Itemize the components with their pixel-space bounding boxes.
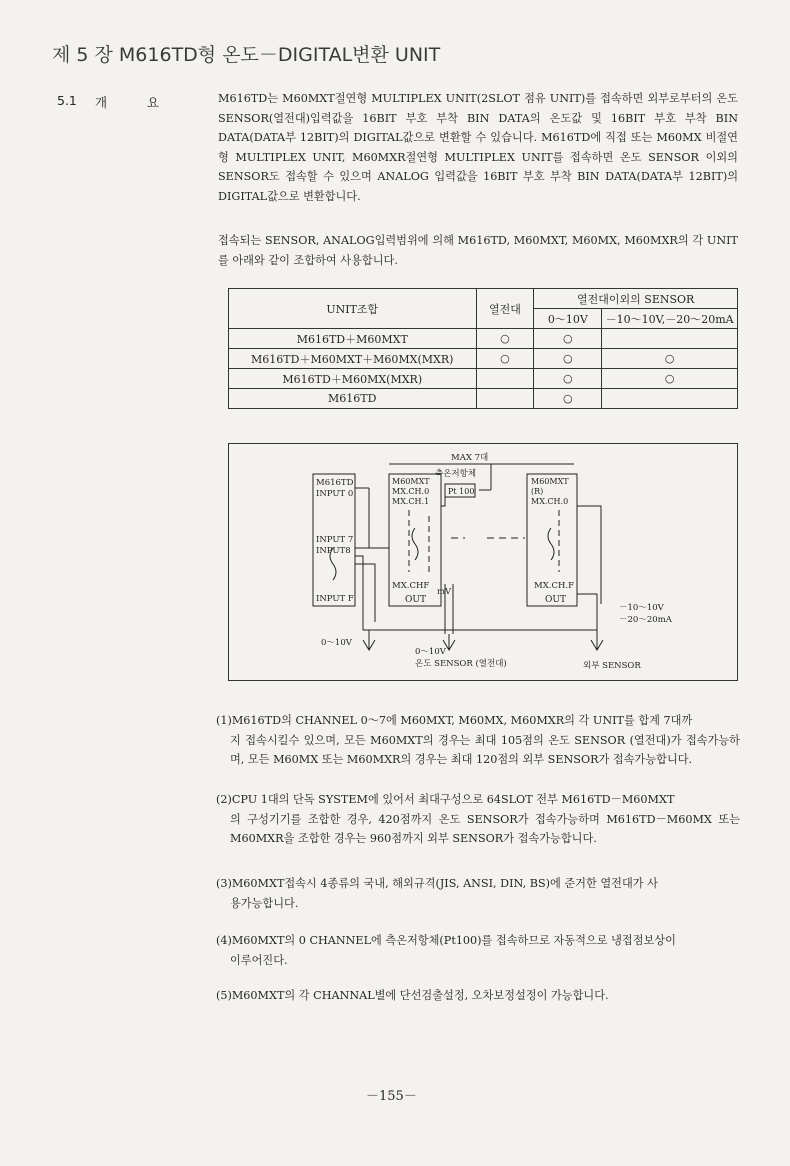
row-combo-name: M616TD＋M60MX(MXR): [229, 369, 477, 389]
row-0-10v-mark: ○: [534, 369, 602, 389]
mxr-ch0-label: MX.CH.0: [531, 497, 569, 506]
mxr-name-label: M60MXT: [531, 477, 569, 486]
input7-label: INPUT 7: [316, 535, 354, 545]
m616td-label: M616TD: [316, 478, 354, 488]
range-right-label-1: －10～10V: [619, 603, 664, 613]
note-5: (5)M60MXT의 각 CHANNAL별에 단선검출설정, 오차보정설정이 가능합니다.: [216, 989, 609, 1002]
row-neg-mark: ○: [602, 369, 738, 389]
row-0-10v-mark: ○: [534, 389, 602, 409]
table-row: [229, 369, 738, 389]
mxr-chf-label: MX.CH.F: [534, 581, 574, 591]
row-thermo-mark: ○: [476, 329, 534, 349]
mxt-chf-label: MX.CHF: [392, 581, 430, 591]
row-neg-mark: [602, 389, 738, 409]
subheader-neg-range: －10～10V,－20～20mA: [602, 309, 738, 329]
table-row: [229, 389, 738, 409]
note-4: (4)M60MXT의 0 CHANNEL에 측온저항체(Pt100)를 접속하므로 자동적으로 냉접점보상이 이루어진다.: [216, 934, 676, 967]
mxt-name-label: M60MXT: [392, 477, 430, 486]
note-3: (3)M60MXT접속시 4종류의 국내, 해외규격(JIS, ANSI, DIN, BS)에 준거한 열전대가 사 용가능합니다.: [216, 877, 658, 910]
table-row: [229, 349, 738, 369]
input0-label: INPUT 0: [316, 489, 354, 499]
mxt-ch0-label: MX.CH.0: [392, 487, 430, 496]
row-0-10v-mark: ○: [534, 349, 602, 369]
max-units-label: MAX 7대: [451, 453, 489, 463]
inputf-label: INPUT F: [316, 594, 354, 604]
table-row: [229, 329, 738, 349]
temp-sensor-label: 온도 SENSOR (열전대): [415, 659, 507, 669]
unit-combination-table: [228, 288, 738, 409]
input8-label: INPUT8: [316, 546, 351, 556]
range-mid-label: 0～10V: [415, 647, 446, 657]
note-2: (2)CPU 1대의 단독 SYSTEM에 있어서 최대구성으로 64SLOT 전부 M616TD－M60MXT 의 구성기기를 조합한 경우, 420점까지 온도 SENSOR가 접속가능하며 M616TD－M60MX 또는 M60MXR을 조합한 경우는 960점까지 외부 SENSOR가 접속가능합니다.: [216, 793, 740, 845]
row-combo-name: M616TD＋M60MXT＋M60MX(MXR): [229, 349, 477, 369]
ext-sensor-label: 외부 SENSOR: [583, 661, 641, 671]
mxr-out-label: OUT: [545, 595, 566, 605]
mxr-squiggle: [548, 528, 554, 560]
mv-label: mV: [437, 587, 452, 597]
combination-paragraph: 접속되는 SENSOR, ANALOG입력범위에 의해 M616TD, M60MXT, M60MX, M60MXR의 각 UNIT를 아래와 같이 조합하여 사용합니다.: [218, 234, 738, 267]
header-other-sensor: 열전대이외의 SENSOR: [534, 289, 738, 309]
intro-paragraph: M616TD는 M60MXT절연형 MULTIPLEX UNIT(2SLOT 점유 UNIT)를 접속하면 외부로부터의 온도SENSOR(열전대)입력값을 16BIT 부호 부착 BIN DATA의 온도값 및 16BIT 부호 부착 BIN DATA(DATA부 12BIT)의 DIGITAL값으로 변환할 수 있습니다. M616TD에 직접 또는 M60MX 비절연형 MULTIPLEX UNIT, M60MXR절연형 MULTIPLEX UNIT를 접속하면 온도 SENSOR 이외의 SENSOR도 접속할 수 있으며 ANALOG 입력값을 16BIT 부호 부착 BIN DATA(DATA부 12BIT)의 DIGITAL값으로 변환합니다.: [218, 92, 738, 203]
row-neg-mark: [602, 329, 738, 349]
section-title: 개 요: [95, 95, 178, 110]
page-number: －155－: [366, 1089, 417, 1104]
row-combo-name: M616TD: [229, 389, 477, 409]
pt100-label: Pt 100: [448, 487, 475, 496]
mxt-squiggle: [412, 528, 418, 560]
row-0-10v-mark: ○: [534, 329, 602, 349]
mxt-ch1-label: MX.CH.1: [392, 497, 430, 506]
row-thermo-mark: [476, 389, 534, 409]
note-1: (1)M616TD의 CHANNEL 0～7에 M60MXT, M60MX, M60MXR의 각 UNIT를 합계 7대까 지 접속시킬수 있으며, 모든 M60MXT의 경우는 최대 105점의 온도 SENSOR (열전대)가 접속가능하며, 모든 M60MX 또는 M60MXR의 경우는 최대 120점의 외부 SENSOR가 접속가능합니다.: [216, 714, 740, 766]
range-right-label-2: －20～20mA: [619, 615, 672, 625]
connection-diagram-svg: [229, 444, 737, 680]
section-number: 5.1: [57, 93, 77, 108]
rtd-label: 측온저항체: [435, 469, 477, 479]
header-thermocouple: 열전대: [476, 289, 534, 329]
header-unit-combo: UNIT조합: [229, 289, 477, 329]
row-neg-mark: ○: [602, 349, 738, 369]
row-thermo-mark: ○: [476, 349, 534, 369]
row-combo-name: M616TD＋M60MXT: [229, 329, 477, 349]
mxr-sub-label: (R): [531, 487, 544, 496]
mxt-out-label: OUT: [405, 595, 426, 605]
range-left-label: 0～10V: [321, 638, 352, 648]
chapter-title: 제 5 장 M616TD형 온도－DIGITAL변환 UNIT: [52, 44, 441, 66]
subheader-0-10v: 0～10V: [534, 309, 602, 329]
connection-diagram: [228, 443, 738, 681]
row-thermo-mark: [476, 369, 534, 389]
